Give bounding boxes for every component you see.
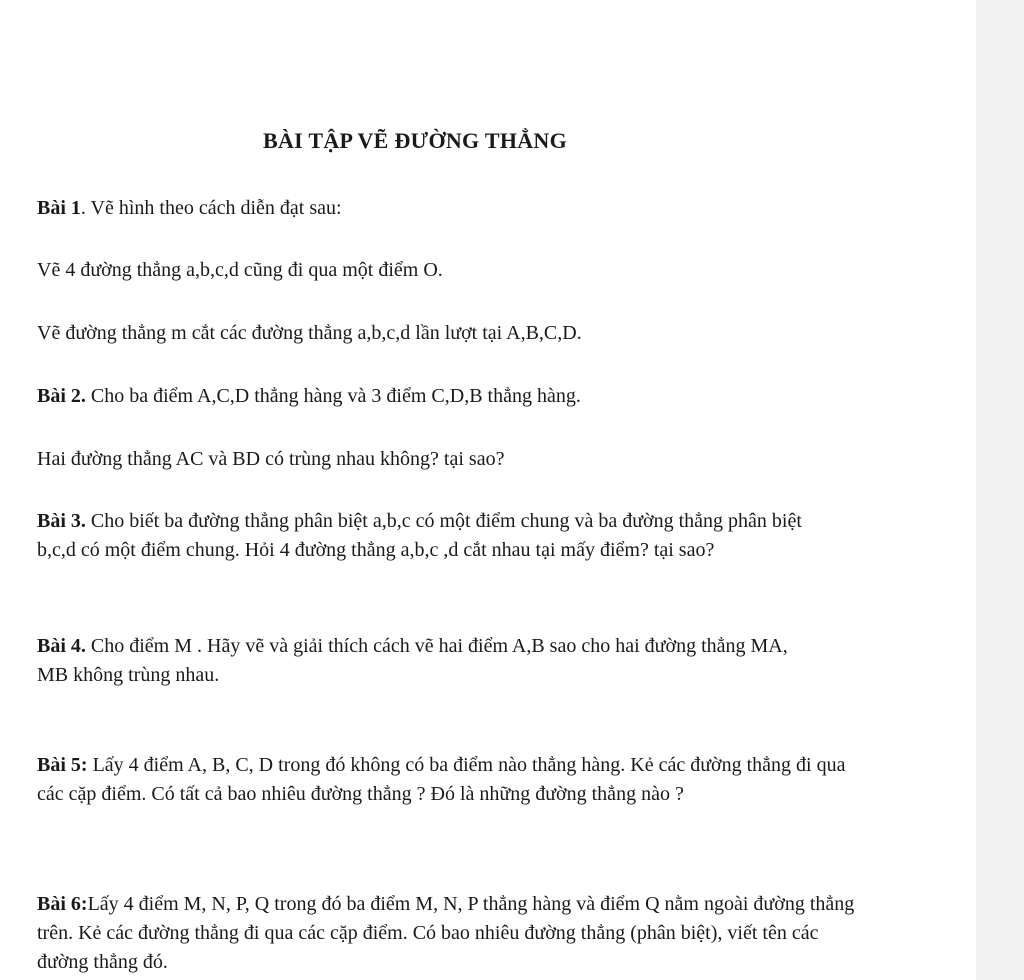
exercise-5 bbox=[37, 751, 847, 809]
exercise-1-line-3: Vẽ đường thẳng m cắt các đường thẳng a,b,c,d lần lượt tại A,B,C,D. bbox=[37, 322, 582, 344]
document-title: BÀI TẬP VẼ ĐƯỜNG THẲNG bbox=[262, 128, 568, 153]
exercise-2-heading bbox=[37, 382, 857, 411]
exercise-1-label: Bài 1 bbox=[37, 197, 81, 219]
exercise-5-label: Bài 5: bbox=[37, 754, 88, 776]
exercise-1-heading bbox=[37, 194, 857, 223]
exercise-5-text: Lấy 4 điểm A, B, C, D trong đó không có ba điểm nào thẳng hàng. Kẻ các đường thẳng đi qua các cặp điểm. Có tất cả bao nhiêu đường thẳng ? Đó là những đường thẳng nào ? bbox=[37, 754, 846, 805]
exercise-6 bbox=[37, 890, 857, 977]
exercise-1-intro: . Vẽ hình theo cách diễn đạt sau: bbox=[80, 197, 342, 219]
exercise-2-label: Bài 2. bbox=[37, 385, 86, 407]
exercise-3-text: Cho biết ba đường thẳng phân biệt a,b,c có một điểm chung và ba đường thẳng phân biệt b,c,d có một điểm chung. Hỏi 4 đường thẳng a,b,c ,d cắt nhau tại mấy điểm? tại sao? bbox=[37, 510, 802, 561]
exercise-1-line-2: Vẽ 4 đường thẳng a,b,c,d cũng đi qua một điểm O. bbox=[37, 259, 443, 281]
exercise-4 bbox=[37, 632, 797, 690]
exercise-3 bbox=[37, 507, 827, 565]
exercise-3-label: Bài 3. bbox=[37, 510, 86, 532]
exercise-2-intro: Cho ba điểm A,C,D thẳng hàng và 3 điểm C,D,B thẳng hàng. bbox=[85, 385, 581, 407]
exercise-4-label: Bài 4. bbox=[37, 635, 86, 657]
exercise-2-line-2: Hai đường thẳng AC và BD có trùng nhau không? tại sao? bbox=[37, 448, 505, 470]
viewer-background bbox=[976, 0, 1024, 980]
exercise-4-text: Cho điểm M . Hãy vẽ và giải thích cách vẽ hai điểm A,B sao cho hai đường thẳng MA, MB không trùng nhau. bbox=[37, 635, 788, 686]
exercise-6-label: Bài 6: bbox=[37, 893, 88, 915]
exercise-6-text: Lấy 4 điểm M, N, P, Q trong đó ba điểm M, N, P thẳng hàng và điểm Q nằm ngoài đường thẳng trên. Kẻ các đường thẳng đi qua các cặp điểm. Có bao nhiêu đường thẳng (phân biệt), viết tên các đường thẳng đó. bbox=[37, 893, 855, 973]
